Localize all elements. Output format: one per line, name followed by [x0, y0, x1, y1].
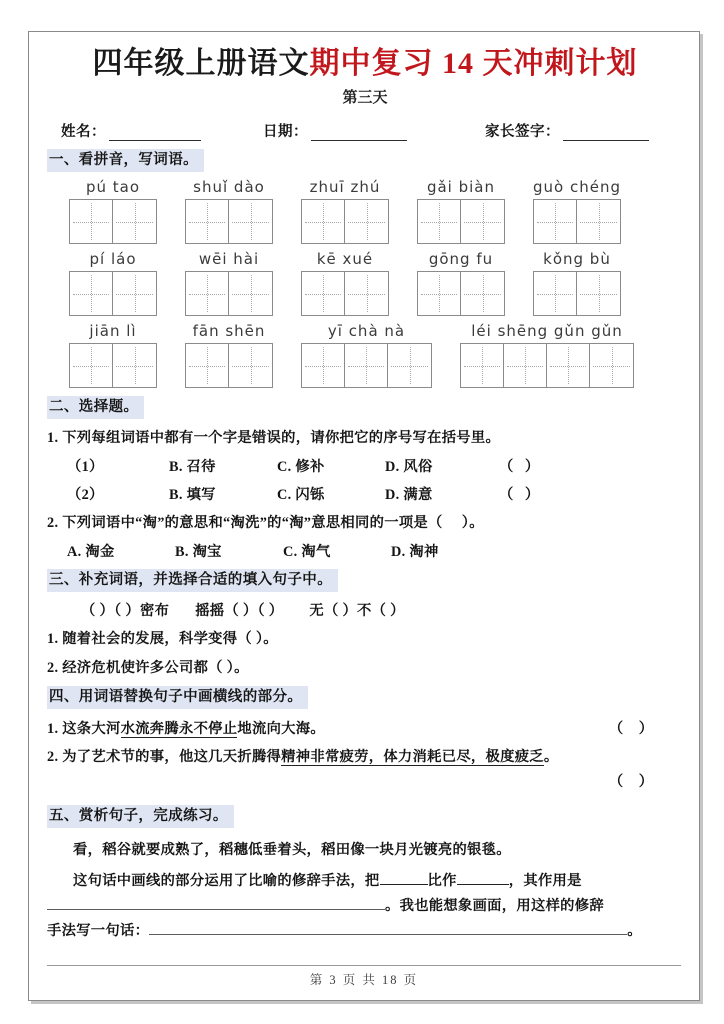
pinyin-text: guò chéng	[533, 178, 621, 196]
section-three-header-wrap	[47, 569, 683, 592]
pinyin-word-block[interactable]	[185, 250, 273, 316]
grid-cell[interactable]	[113, 200, 156, 243]
grid-cell[interactable]	[113, 272, 156, 315]
question-2-1-stem: 1. 下列每组词语中都有一个字是错误的，请你把它的序号写在括号里。	[47, 430, 501, 446]
blank-2[interactable]	[457, 884, 509, 885]
group-label: （2）	[67, 487, 104, 503]
section-five-quote: 看，稻谷就要成熟了，稻穗低垂着头，稻田像一块月光镀亮的银毯。	[73, 842, 511, 858]
section-two-header-wrap	[47, 396, 683, 419]
pinyin-word-block[interactable]	[69, 178, 157, 244]
question-2-2-stem	[47, 513, 683, 533]
character-grid[interactable]	[301, 343, 432, 388]
idiom-1[interactable]: （ ）（ ）密布	[81, 603, 170, 619]
pinyin-word-block[interactable]	[301, 322, 432, 388]
question-2-1-group-1	[47, 456, 683, 476]
grid-cell[interactable]	[534, 272, 577, 315]
question-2-2-stem-tail: ）。	[461, 515, 484, 531]
pinyin-word-block[interactable]	[417, 178, 505, 244]
pinyin-text: jiān lì	[89, 322, 137, 340]
pinyin-word-block[interactable]	[69, 322, 157, 388]
task-text-d: 。我也能想象画面，用这样的修辞	[385, 898, 604, 914]
task-text-e: 手法写一句话：	[47, 923, 150, 939]
character-grid[interactable]	[69, 271, 157, 316]
parent-signature-blank-line[interactable]	[563, 128, 649, 141]
grid-cell[interactable]	[534, 200, 577, 243]
section-five-header: 五、赏析句子，完成练习。	[47, 805, 234, 828]
question-2-1-group-2	[47, 484, 683, 504]
option-c[interactable]: C. 闪铄	[277, 487, 325, 503]
section-three-item-2[interactable]: 2. 经济危机使许多公司都（ ）。	[47, 660, 249, 676]
page-subtitle: 第三天	[342, 90, 388, 106]
pinyin-row-2	[47, 250, 683, 316]
pinyin-word-block[interactable]	[533, 250, 621, 316]
grid-cell[interactable]	[418, 200, 461, 243]
task-text-f: 。	[627, 923, 642, 939]
section-four-header-wrap	[47, 686, 683, 709]
grid-cell[interactable]	[345, 272, 388, 315]
section-five-header-wrap	[47, 805, 683, 828]
pinyin-text: yī chà nà	[327, 322, 406, 340]
option-d[interactable]: D. 淘神	[391, 544, 439, 560]
grid-cell[interactable]	[577, 200, 620, 243]
grid-cell[interactable]	[70, 272, 113, 315]
grid-cell[interactable]	[186, 272, 229, 315]
pinyin-row-1	[47, 178, 683, 244]
name-field[interactable]	[61, 120, 201, 141]
grid-cell[interactable]	[345, 344, 388, 387]
option-c[interactable]: C. 修补	[277, 459, 325, 475]
task-text-a: 这句话中画线的部分运用了比喻的修辞手法，把	[73, 873, 380, 889]
pinyin-word-block[interactable]	[460, 322, 634, 388]
page-title-red: 期中复习 14 天冲刺计划	[309, 47, 638, 80]
question-2-2-options	[47, 541, 683, 561]
question-2-2-stem-text: 2. 下列词语中“淘”的意思和“淘洗”的“淘”意思相同的一项是（	[47, 515, 443, 531]
character-grid[interactable]	[69, 343, 157, 388]
pinyin-text: fān shēn	[192, 322, 266, 340]
blank-3[interactable]	[47, 909, 385, 910]
item-1-sentence	[47, 718, 325, 738]
grid-cell[interactable]	[388, 344, 431, 387]
pinyin-word-block[interactable]	[417, 250, 505, 316]
page-title	[47, 42, 683, 86]
pinyin-text: kǒng bù	[543, 250, 611, 268]
grid-cell[interactable]	[461, 200, 504, 243]
page-number: 第 3 页 共 18 页	[309, 973, 419, 987]
page-footer	[29, 965, 699, 988]
footer-divider	[47, 965, 681, 966]
page-title-black: 四年级上册语文	[92, 47, 310, 80]
item-1-underlined-phrase: 水流奔腾永不停止	[120, 721, 238, 737]
grid-cell[interactable]	[461, 344, 504, 387]
option-d[interactable]: D. 满意	[385, 487, 433, 503]
grid-cell[interactable]	[547, 344, 590, 387]
grid-cell[interactable]	[302, 200, 345, 243]
name-blank-line[interactable]	[109, 128, 201, 141]
pinyin-word-block[interactable]	[185, 322, 273, 388]
pinyin-text: gǎi biàn	[426, 178, 496, 196]
pinyin-word-block[interactable]	[185, 178, 273, 244]
grid-cell[interactable]	[345, 200, 388, 243]
grid-cell[interactable]	[70, 200, 113, 243]
parent-signature-field[interactable]	[485, 120, 649, 141]
blank-1[interactable]	[380, 884, 428, 885]
pinyin-word-block[interactable]	[69, 250, 157, 316]
pinyin-text: zhuī zhú	[309, 178, 381, 196]
grid-cell[interactable]	[229, 344, 272, 387]
answer-paren[interactable]: （ ）	[499, 487, 544, 503]
section-four-header: 四、用词语替换句子中画横线的部分。	[47, 686, 308, 709]
section-three-header: 三、补充词语，并选择合适的填入句子中。	[47, 569, 338, 592]
option-b[interactable]: B. 淘宝	[175, 544, 222, 560]
option-d[interactable]: D. 风俗	[385, 459, 433, 475]
group-label: （1）	[67, 459, 104, 475]
grid-cell[interactable]	[418, 272, 461, 315]
character-grid[interactable]	[417, 199, 505, 244]
pinyin-word-block[interactable]	[533, 178, 621, 244]
item-1-post: 地流向大海。	[237, 721, 325, 737]
page-content	[29, 32, 701, 1002]
item-1-answer-paren[interactable]: （ ）	[608, 721, 659, 737]
pinyin-text: wēi hài	[198, 250, 260, 268]
pinyin-word-block[interactable]	[301, 250, 389, 316]
item-2-underlined-phrase: 精神非常疲劳，体力消耗已尽，极度疲乏	[281, 749, 544, 765]
pinyin-text: shuǐ dào	[193, 178, 265, 196]
grid-cell[interactable]	[229, 272, 272, 315]
character-grid[interactable]	[533, 271, 621, 316]
task-text-b: 比作	[427, 873, 457, 889]
section-four-item-1	[47, 718, 683, 738]
grid-cell[interactable]	[113, 344, 156, 387]
pinyin-word-block[interactable]	[301, 178, 389, 244]
grid-cell[interactable]	[504, 344, 547, 387]
date-blank-line[interactable]	[311, 128, 407, 141]
character-grid[interactable]	[301, 199, 389, 244]
character-grid[interactable]	[185, 343, 273, 388]
character-grid[interactable]	[301, 271, 389, 316]
item-2-post: 。	[543, 749, 559, 765]
task-text-c: ，其作用是	[508, 873, 582, 889]
date-field[interactable]	[263, 120, 407, 141]
section-three-item-1[interactable]: 1. 随着社会的发展，科学变得（ ）。	[47, 631, 278, 647]
date-label: 日期：	[263, 124, 308, 140]
answer-paren[interactable]: （ ）	[499, 459, 544, 475]
item-2-pre: 2. 为了艺术节的事，他这几天折腾得	[47, 749, 282, 765]
character-grid[interactable]	[69, 199, 157, 244]
section-two-header: 二、选择题。	[47, 396, 144, 419]
grid-cell[interactable]	[590, 344, 633, 387]
section-five-task	[47, 869, 683, 944]
idiom-3[interactable]: 无（ ）不（ ）	[309, 603, 405, 619]
name-label: 姓名：	[61, 124, 106, 140]
character-grid[interactable]	[533, 199, 621, 244]
grid-cell[interactable]	[186, 344, 229, 387]
section-one-header: 一、看拼音，写词语。	[47, 149, 204, 172]
student-meta-row	[47, 120, 683, 141]
idiom-fill-row	[47, 600, 683, 620]
option-c[interactable]: C. 淘气	[283, 544, 331, 560]
idiom-2[interactable]: 摇摇（ ）（ ）	[195, 603, 284, 619]
item-1-pre: 1. 这条大河	[47, 721, 121, 737]
character-grid[interactable]	[185, 271, 273, 316]
grid-cell[interactable]	[302, 272, 345, 315]
pinyin-text: léi shēng gǔn gǔn	[471, 322, 623, 340]
option-b[interactable]: B. 填写	[169, 487, 216, 503]
character-grid[interactable]	[460, 343, 634, 388]
grid-cell[interactable]	[577, 272, 620, 315]
character-grid[interactable]	[185, 199, 273, 244]
pinyin-text: pí láo	[89, 250, 137, 268]
pinyin-row-3	[47, 322, 683, 388]
blank-4[interactable]	[149, 934, 627, 935]
option-b[interactable]: B. 召待	[169, 459, 216, 475]
grid-cell[interactable]	[461, 272, 504, 315]
parent-signature-label: 家长签字：	[485, 124, 560, 140]
section-four-item-2-answer-paren[interactable]: （ ）	[608, 774, 659, 790]
page-border-frame	[28, 31, 700, 1001]
grid-cell[interactable]	[186, 200, 229, 243]
section-one-header-wrap	[47, 149, 683, 172]
pinyin-text: pú tao	[85, 178, 141, 196]
grid-cell[interactable]	[70, 344, 113, 387]
pinyin-text: gōng fu	[428, 250, 494, 268]
character-grid[interactable]	[417, 271, 505, 316]
grid-cell[interactable]	[229, 200, 272, 243]
option-a[interactable]: A. 淘金	[67, 544, 115, 560]
section-four-item-2	[47, 747, 683, 767]
grid-cell[interactable]	[302, 344, 345, 387]
pinyin-text: kē xué	[316, 250, 374, 268]
